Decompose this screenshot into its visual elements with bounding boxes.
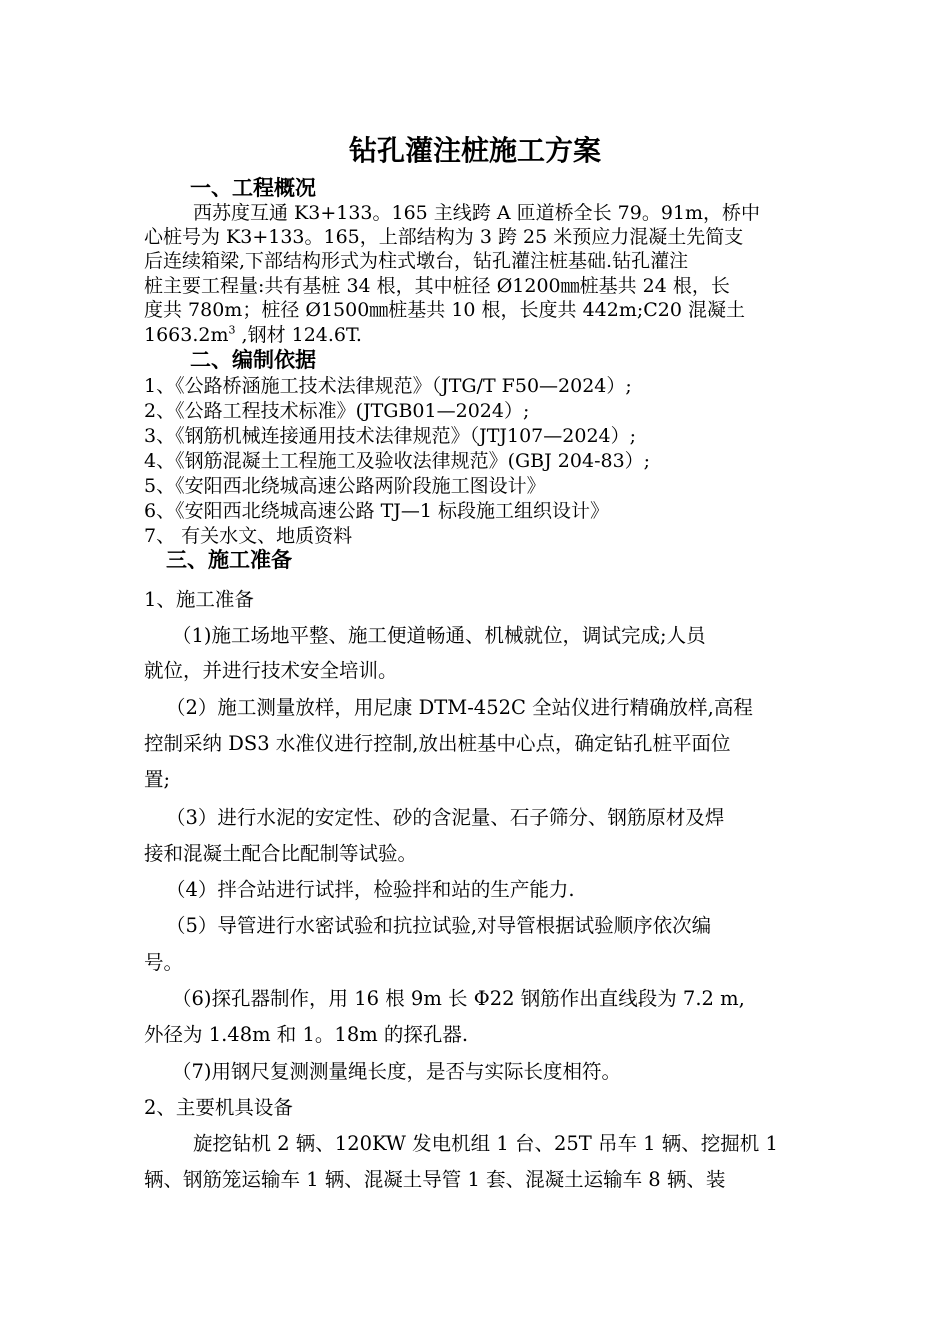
section-heading-preparation: 三、施工准备 <box>166 548 292 572</box>
prep-item-5-line-1: （5）导管进行水密试验和抗拉试验,对导管根据试验顺序依次编 <box>166 914 712 937</box>
prep-item-3-line-1: （3）进行水泥的安定性、砂的含泥量、石子筛分、钢筋原材及焊 <box>166 806 725 829</box>
overview-line-6 <box>144 323 362 347</box>
prep-item-2-line-2: 控制采纳 DS3 水准仪进行控制,放出桩基中心点，确定钻孔桩平面位 <box>144 732 731 755</box>
section-heading-overview: 一、工程概况 <box>190 176 316 200</box>
prep-item-6-line-2: 外径为 1.48m 和 1。18m 的探孔器. <box>144 1023 469 1046</box>
prep-item-6-line-1: （6)探孔器制作，用 16 根 9m 长 Φ22 钢筋作出直线段为 7.2 m, <box>172 987 745 1010</box>
steel-amount: ,钢材 124.6T. <box>235 324 362 346</box>
equipment-line-1: 旋挖钻机 2 辆、120KW 发电机组 1 台、25T 吊车 1 辆、挖掘机 1 <box>193 1132 778 1155</box>
prep-item-7-line-1: （7)用钢尺复测测量绳长度，是否与实际长度相符。 <box>172 1060 622 1083</box>
basis-item-7: 7、 有关水文、地质资料 <box>144 525 353 547</box>
overview-line-3: 后连续箱梁,下部结构形式为柱式墩台，钻孔灌注桩基础.钻孔灌注 <box>144 250 689 272</box>
page-title: 钻孔灌注桩施工方案 <box>348 134 601 167</box>
section-heading-basis: 二、编制依据 <box>190 348 316 372</box>
prep-item-5-line-2: 号。 <box>144 951 184 974</box>
prep-item-1-line-2: 就位，并进行技术安全培训。 <box>144 659 398 682</box>
overview-line-1: 西苏度互通 K3+133。165 主线跨 A 匝道桥全长 79。91m，桥中 <box>193 202 761 224</box>
overview-line-5: 度共 780m；桩径 Ø1500㎜桩基共 10 根，长度共 442m;C20 混凝土 <box>144 299 746 321</box>
prep-item-2-line-3: 置; <box>144 768 171 791</box>
basis-item-1: 1、《公路桥涵施工技术法律规范》（JTG/T F50—2024）; <box>144 375 632 397</box>
prep-item-4-line-1: （4）拌合站进行试拌，检验拌和站的生产能力. <box>166 878 575 901</box>
basis-item-5: 5、《安阳西北绕城高速公路两阶段施工图设计》 <box>144 475 546 497</box>
cubic-superscript: 3 <box>228 323 236 337</box>
prep-item-3-line-2: 接和混凝土配合比配制等试验。 <box>144 842 418 865</box>
subheading-equipment: 2、主要机具设备 <box>144 1096 293 1119</box>
concrete-volume: 1663.2m <box>144 324 229 346</box>
subheading-preparation: 1、施工准备 <box>144 588 254 611</box>
basis-item-6: 6、《安阳西北绕城高速公路 TJ—1 标段施工组织设计》 <box>144 500 610 522</box>
equipment-line-2: 辆、钢筋笼运输车 1 辆、混凝土导管 1 套、混凝土运输车 8 辆、装 <box>144 1168 726 1191</box>
prep-item-2-line-1: （2）施工测量放样，用尼康 DTM-452C 全站仪进行精确放样,高程 <box>166 696 753 719</box>
basis-item-4: 4、《钢筋混凝土工程施工及验收法律规范》(GBJ 204-83）; <box>144 450 651 472</box>
overview-line-2: 心桩号为 K3+133。165，上部结构为 3 跨 25 米预应力混凝土先简支 <box>144 226 744 248</box>
basis-item-3: 3、《钢筋机械连接通用技术法律规范》（JTJ107—2024）; <box>144 425 637 447</box>
overview-line-4: 桩主要工程量:共有基桩 34 根，其中桩径 Ø1200㎜桩基共 24 根，长 <box>144 275 730 297</box>
basis-item-2: 2、《公路工程技术标准》(JTGB01—2024）; <box>144 400 530 422</box>
prep-item-1-line-1: （1)施工场地平整、施工便道畅通、机械就位，调试完成;人员 <box>172 624 706 647</box>
